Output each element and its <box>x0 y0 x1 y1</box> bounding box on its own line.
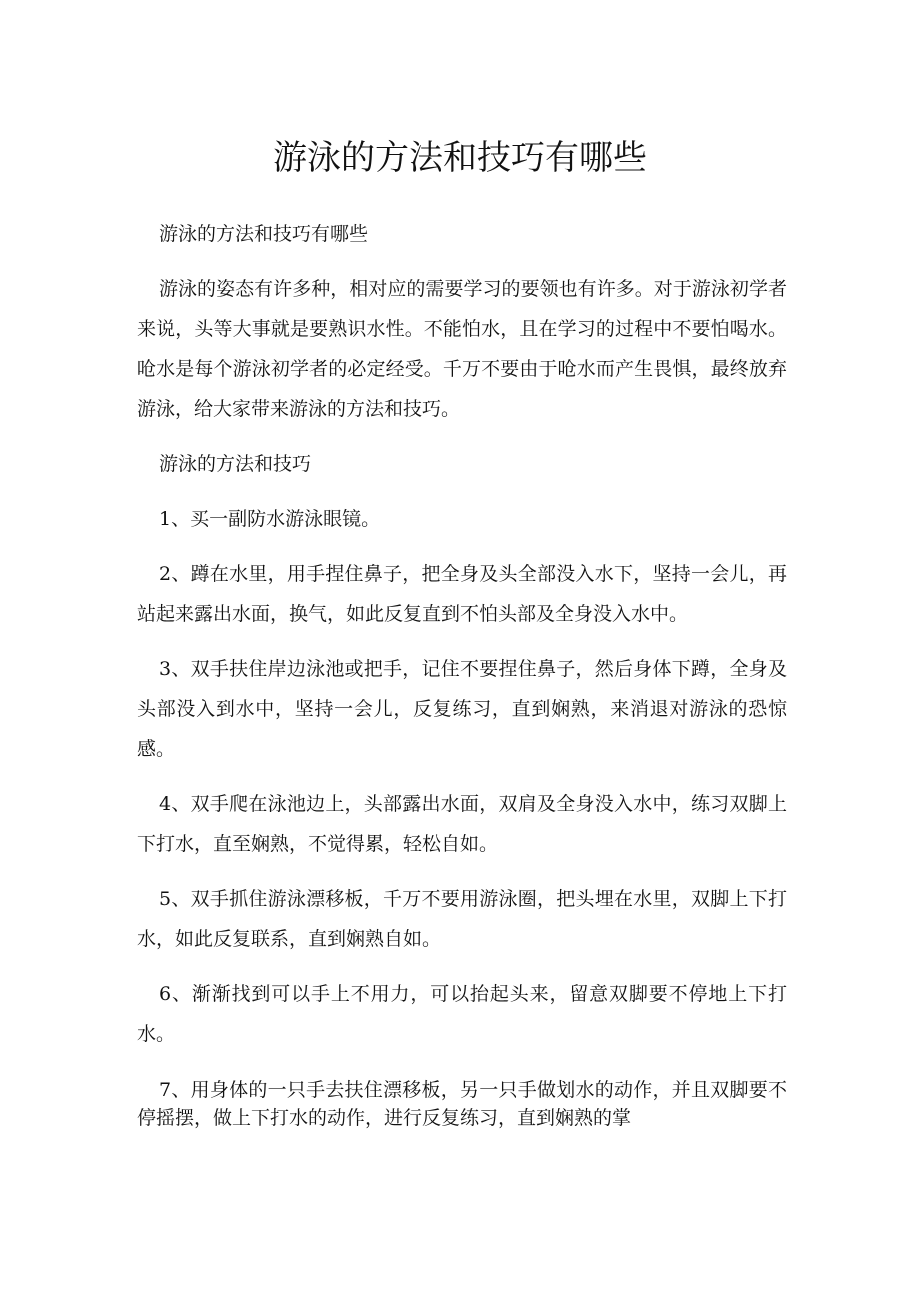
paragraph-step-7: 7、用身体的一只手去扶住漂移板，另一只手做划水的动作，并且双脚要不停摇摆，做上下打水的动作，进行反复练习，直到娴熟的掌 <box>137 1079 787 1129</box>
document-body <box>137 214 787 1147</box>
paragraph-subtitle: 游泳的方法和技巧有哪些 <box>159 223 369 245</box>
paragraph-step-1: 1、买一副防水游泳眼镜。 <box>159 508 381 530</box>
paragraph-step-3: 3、双手扶住岸边泳池或把手，记住不要捏住鼻子，然后身体下蹲，全身及头部没入到水中，坚持一会儿，反复练习，直到娴熟，来消退对游泳的恐惊感。 <box>137 658 787 760</box>
paragraph-step-6: 6、渐渐找到可以手上不用力，可以抬起头来，留意双脚要不停地上下打水。 <box>137 983 787 1045</box>
paragraph-section-heading: 游泳的方法和技巧 <box>159 453 312 475</box>
paragraph-intro: 游泳的姿态有许多种，相对应的需要学习的要领也有许多。对于游泳初学者来说，头等大事就是要熟识水性。不能怕水，且在学习的过程中不要怕喝水。呛水是每个游泳初学者的必定经受。千万不要由于呛水而产生畏惧，最终放弃游泳，给大家带来游泳的方法和技巧。 <box>137 278 787 420</box>
document-title: 游泳的方法和技巧有哪些 <box>273 138 647 178</box>
paragraph-step-5: 5、双手抓住游泳漂移板，千万不要用游泳圈，把头埋在水里，双脚上下打水，如此反复联系，直到娴熟自如。 <box>137 888 787 950</box>
paragraph-step-4: 4、双手爬在泳池边上，头部露出水面，双肩及全身没入水中，练习双脚上下打水，直至娴熟，不觉得累，轻松自如。 <box>137 793 787 855</box>
paragraph-step-2: 2、蹲在水里，用手捏住鼻子，把全身及头全部没入水下，坚持一会儿，再站起来露出水面，换气，如此反复直到不怕头部及全身没入水中。 <box>137 563 787 625</box>
